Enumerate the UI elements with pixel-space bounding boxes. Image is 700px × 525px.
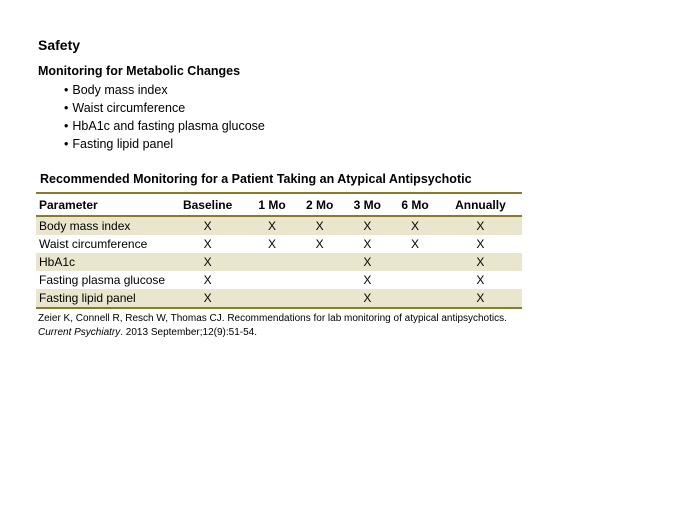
monitoring-mark-cell xyxy=(391,271,439,289)
monitoring-mark-cell xyxy=(248,289,296,308)
citation-text: Zeier K, Connell R, Resch W, Thomas CJ. Recommendations for lab monitoring of atypical antipsychotics. xyxy=(38,313,507,324)
monitoring-mark-cell: X xyxy=(363,219,372,233)
monitoring-table xyxy=(36,192,522,309)
column-header: 3 Mo xyxy=(344,193,392,216)
citation-details: . 2013 September;12(9):51-54. xyxy=(120,327,258,338)
parameter-cell: Body mass index xyxy=(39,219,131,233)
monitoring-mark-cell: X xyxy=(363,255,372,269)
monitoring-mark-cell: X xyxy=(203,255,212,269)
monitoring-mark-cell: X xyxy=(268,237,277,251)
monitoring-mark-cell: X xyxy=(363,237,372,251)
monitoring-mark-cell xyxy=(248,253,296,271)
column-header: 6 Mo xyxy=(391,193,439,216)
monitoring-mark-cell: X xyxy=(203,237,212,251)
monitoring-mark-cell: X xyxy=(476,255,485,269)
monitoring-mark-cell: X xyxy=(363,291,372,305)
monitoring-mark-cell: X xyxy=(476,219,485,233)
bullet-item: • HbA1c and fasting plasma glucose xyxy=(64,117,265,135)
column-header: 2 Mo xyxy=(296,193,344,216)
monitoring-mark-cell xyxy=(296,271,344,289)
parameter-cell: Fasting lipid panel xyxy=(39,291,136,305)
bullet-list xyxy=(64,81,265,153)
monitoring-mark-cell xyxy=(391,253,439,271)
monitoring-mark-cell: X xyxy=(410,219,419,233)
monitoring-mark-cell: X xyxy=(203,273,212,287)
section-heading: Monitoring for Metabolic Changes xyxy=(38,64,241,78)
table-body xyxy=(36,216,522,308)
table-row xyxy=(36,289,522,308)
parameter-cell: Waist circumference xyxy=(39,237,148,251)
column-header: Annually xyxy=(439,193,522,216)
monitoring-mark-cell: X xyxy=(315,237,324,251)
monitoring-mark-cell: X xyxy=(476,237,485,251)
monitoring-mark-cell xyxy=(296,289,344,308)
bullet-item: • Fasting lipid panel xyxy=(64,135,265,153)
monitoring-mark-cell: X xyxy=(476,291,485,305)
parameter-cell: Fasting plasma glucose xyxy=(39,273,166,287)
monitoring-mark-cell: X xyxy=(203,291,212,305)
table-header-row xyxy=(36,193,522,216)
column-header: 1 Mo xyxy=(248,193,296,216)
table-row xyxy=(36,216,522,235)
monitoring-mark-cell xyxy=(296,253,344,271)
citation xyxy=(38,312,508,340)
monitoring-mark-cell: X xyxy=(315,219,324,233)
monitoring-mark-cell: X xyxy=(476,273,485,287)
table-title: Recommended Monitoring for a Patient Taking an Atypical Antipsychotic xyxy=(40,172,472,186)
monitoring-mark-cell xyxy=(248,271,296,289)
monitoring-mark-cell xyxy=(391,289,439,308)
monitoring-mark-cell: X xyxy=(203,219,212,233)
citation-journal: Current Psychiatry xyxy=(38,327,121,338)
bullet-item: • Body mass index xyxy=(64,81,265,99)
column-header: Baseline xyxy=(167,193,248,216)
table-row xyxy=(36,253,522,271)
monitoring-mark-cell: X xyxy=(410,237,419,251)
slide-title: Safety xyxy=(38,37,81,53)
monitoring-mark-cell: X xyxy=(363,273,372,287)
monitoring-mark-cell: X xyxy=(268,219,277,233)
bullet-item: • Waist circumference xyxy=(64,99,265,117)
column-header: Parameter xyxy=(36,193,167,216)
table-row xyxy=(36,235,522,253)
parameter-cell: HbA1c xyxy=(39,255,76,269)
table-row xyxy=(36,271,522,289)
